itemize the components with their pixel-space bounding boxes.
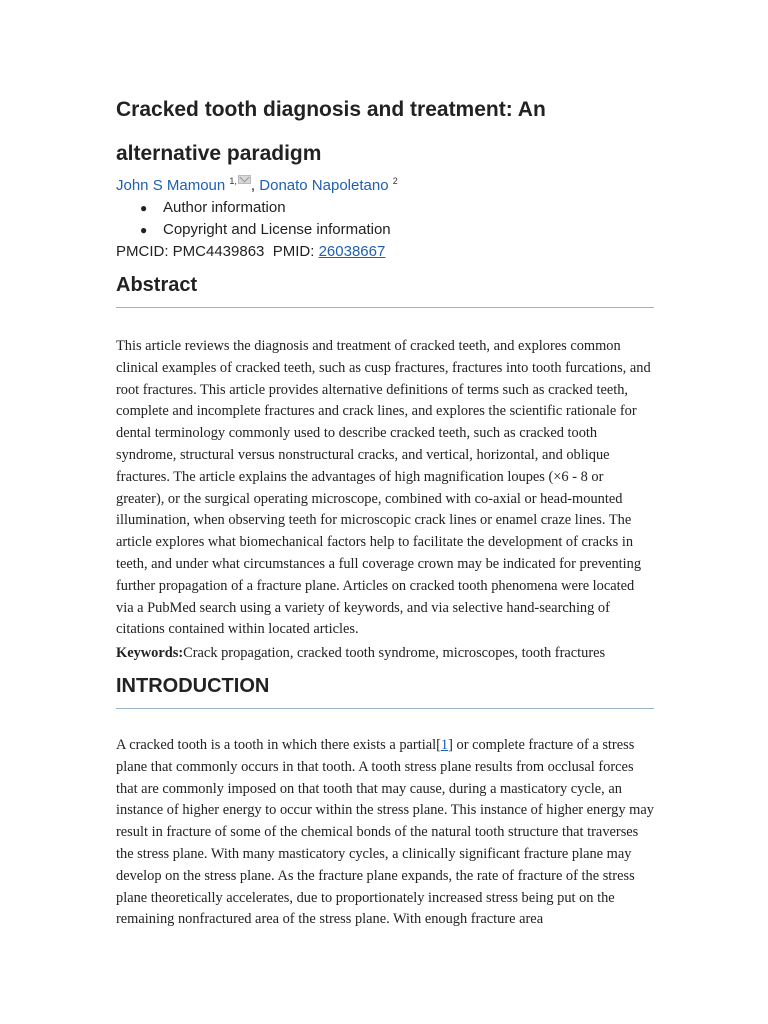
- article-identifiers: [116, 241, 385, 263]
- intro-text-start: A cracked tooth is a tooth in which there exists a partial[: [116, 737, 441, 753]
- keywords-value: Crack propagation, cracked tooth syndrome, microscopes, tooth fractures: [183, 645, 606, 661]
- email-icon[interactable]: [238, 175, 251, 184]
- pmcid: PMCID: PMC4439863: [116, 243, 265, 260]
- author-link-mamoun[interactable]: John S Mamoun: [116, 177, 226, 194]
- author-information-toggle[interactable]: [116, 197, 391, 219]
- author-list: [116, 175, 398, 197]
- bullet-icon: ●: [140, 223, 148, 237]
- bullet-icon: ●: [140, 201, 148, 215]
- abstract-heading: Abstract: [116, 271, 654, 308]
- pmid-link[interactable]: 26038667: [318, 243, 386, 260]
- info-item-label: Copyright and License information: [163, 221, 391, 238]
- intro-text-rest: ] or complete fracture of a stress plane that commonly occurs in that tooth. A tooth stress plane results from occlusal forces that are commonly imposed on that tooth that may cause, during a masticatory cycle, an instance of higher energy to occur within the stress plane. This instance of higher energy may result in fracture of some of the chemical bonds of the natural tooth structure that traverses the stress plane. With many masticatory cycles, a clinically significant fracture plane may develop on the stress plane. As the fracture plane expands, the rate of fracture of the stress plane theoretically accelerates, due to proportionately increased stress being put on the remaining nonfractured area of the stress plane. With enough fracture area: [116, 737, 654, 928]
- introduction-text: [116, 735, 654, 931]
- reference-link-1[interactable]: 1: [440, 737, 449, 753]
- author-separator: ,: [250, 177, 260, 194]
- author-affiliation-1: 1,: [229, 176, 237, 186]
- copyright-information-toggle[interactable]: [116, 219, 391, 241]
- info-item-label: Author information: [163, 199, 286, 216]
- article-title: Cracked tooth diagnosis and treatment: An alternative paradigm: [116, 98, 546, 165]
- article-info-list: [116, 197, 391, 241]
- author-affiliation-2: 2: [392, 176, 398, 186]
- author-link-napoletano[interactable]: Donato Napoletano: [259, 177, 389, 194]
- pmid-label: PMID:: [272, 243, 319, 260]
- abstract-text: This article reviews the diagnosis and treatment of cracked teeth, and explores common clinical examples of cracked teeth, such as cusp fractures, fractures into tooth furcations, and root fractures. This article provides alternative definitions of terms such as cracked teeth, complete and incomplete fractures and crack lines, and explores the scientific rationale for dental terminology commonly used to describe cracked teeth, such as cracked tooth syndrome, structural versus nonstructural cracks, and vertical, horizontal, and oblique fractures. The article explains the advantages of high magnification loupes (×6 - 8 or greater), or the surgical operating microscope, combined with co-axial or head-mounted illumination, when observing teeth for microscopic crack lines or enamel craze lines. The article explores what biomechanical factors help to facilitate the development of cracks in teeth, and under what circumstances a full coverage crown may be indicated for preventing further propagation of a fracture plane. Articles on cracked tooth phenomena were located via a PubMed search using a variety of keywords, and via selective hand-searching of citations contained within located articles.: [116, 338, 651, 638]
- introduction-heading: INTRODUCTION: [116, 672, 654, 709]
- keywords-line: [116, 642, 654, 664]
- keywords-label: Keywords:: [116, 645, 184, 661]
